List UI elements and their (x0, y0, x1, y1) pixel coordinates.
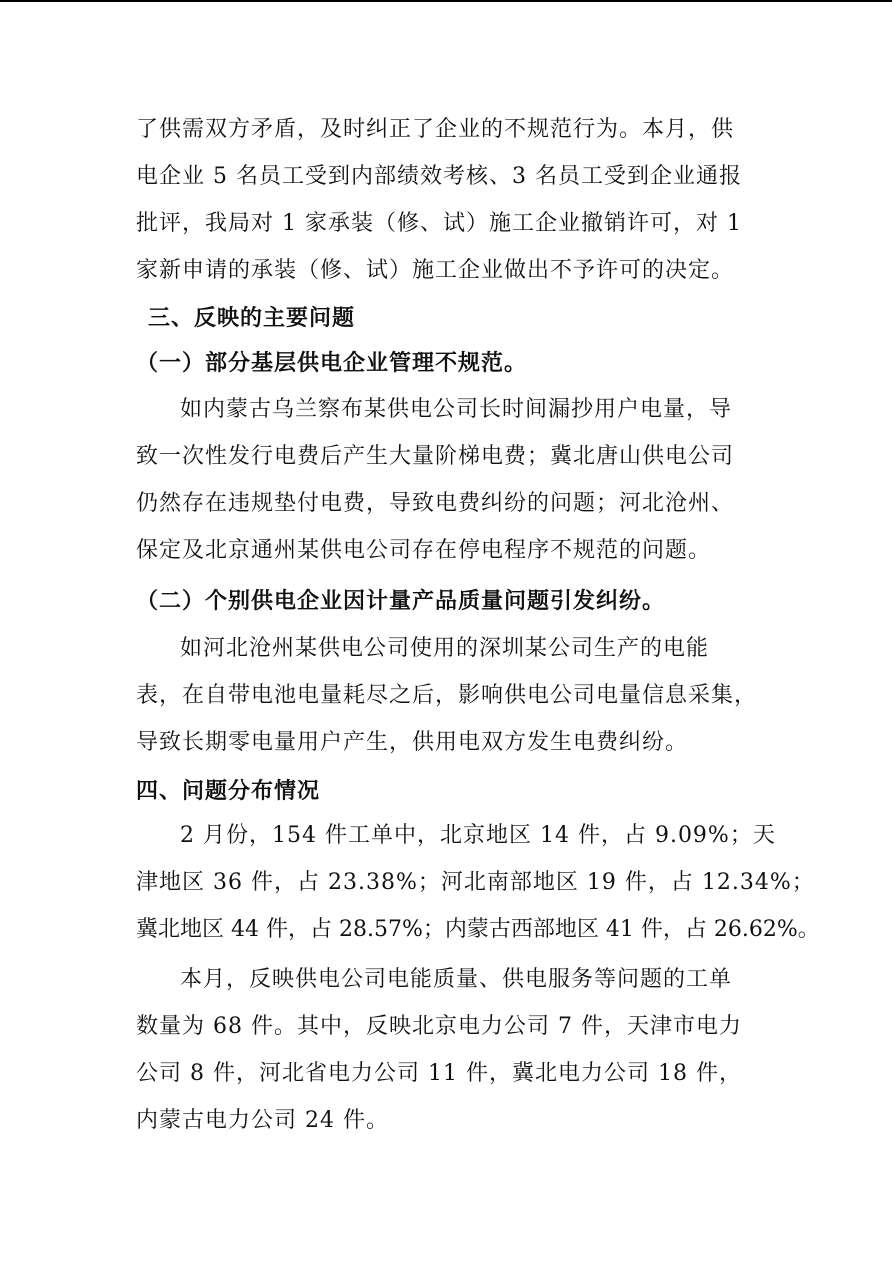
sub2-line-3: 导致长期零电量用户产生，供用电双方发生电费纠纷。 (136, 730, 689, 755)
sub1-line-1: 如内蒙古乌兰察布某供电公司长时间漏抄用户电量，导 (180, 397, 733, 422)
s4-para2-line-2: 数量为 68 件。其中，反映北京电力公司 7 件，天津市电力 (136, 1014, 742, 1039)
s4-para2-line-3: 公司 8 件，河北省电力公司 11 件，冀北电力公司 18 件， (136, 1061, 742, 1086)
sub1-line-4: 保定及北京通州某供电公司存在停电程序不规范的问题。 (136, 538, 712, 563)
sub1-line-2: 致一次性发行电费后产生大量阶梯电费；冀北唐山供电公司 (136, 444, 735, 469)
s4-para1-line-2: 津地区 36 件，占 23.38%；河北南部地区 19 件，占 12.34%； (136, 870, 815, 895)
sub2-line-2: 表，在自带电池电量耗尽之后，影响供电公司电量信息采集， (136, 683, 758, 708)
sub1-line-3: 仍然存在违规垫付电费，导致电费纠纷的问题；河北沧州、 (136, 491, 735, 516)
s4-para1-line-1: 2 月份，154 件工单中，北京地区 14 件，占 9.09%；天 (180, 823, 776, 848)
intro-line-4: 家新申请的承装（修、试）施工企业做出不予许可的决定。 (136, 258, 735, 283)
s4-para1-line-3: 冀北地区 44 件，占 28.57%；内蒙古西部地区 41 件，占 26.62%。 (136, 917, 820, 942)
section-3-sub2-heading: （二）个别供电企业因计量产品质量问题引发纠纷。 (136, 589, 666, 614)
intro-line-1: 了供需双方矛盾，及时纠正了企业的不规范行为。本月，供 (136, 117, 735, 142)
intro-line-2: 电企业 5 名员工受到内部绩效考核、3 名员工受到企业通报 (136, 164, 742, 189)
section-4-heading: 四、问题分布情况 (136, 779, 321, 804)
s4-para2-line-1: 本月，反映供电公司电能质量、供电服务等问题的工单 (180, 967, 733, 992)
intro-line-3: 批评，我局对 1 家承装（修、试）施工企业撤销许可，对 1 (136, 211, 742, 236)
section-3-sub1-heading: （一）部分基层供电企业管理不规范。 (136, 351, 528, 376)
section-3-heading: 三、反映的主要问题 (148, 306, 356, 331)
s4-para2-line-4: 内蒙古电力公司 24 件。 (136, 1108, 389, 1133)
sub2-line-1: 如河北沧州某供电公司使用的深圳某公司生产的电能 (180, 636, 710, 661)
